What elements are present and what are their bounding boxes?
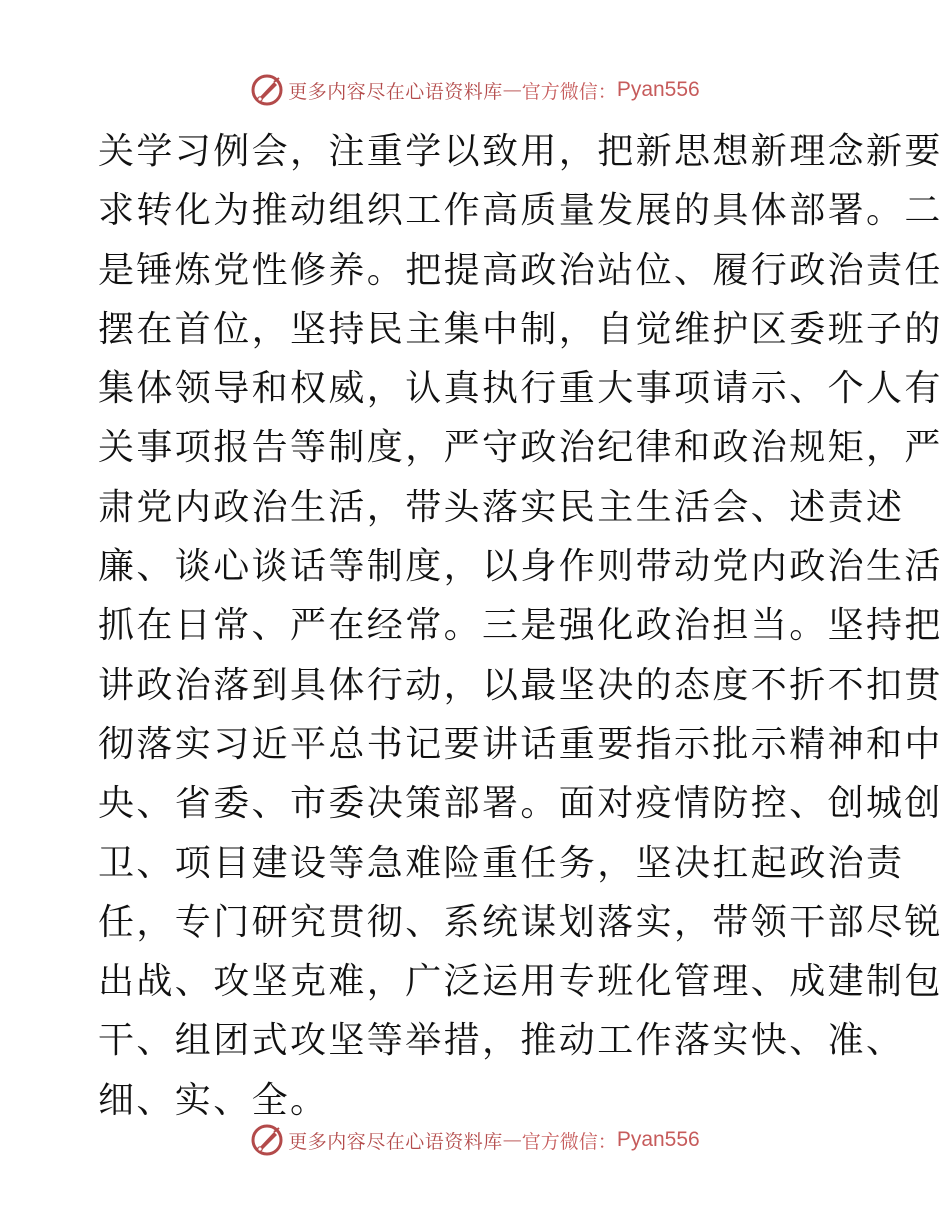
header-site-text: 更多内容尽在心语资料库 (288, 80, 503, 103)
body-line: 央、省委、市委决策部署。面对疫情防控、创城创 (98, 783, 943, 825)
footer-separator: — (502, 1129, 522, 1151)
body-line: 卫、项目建设等急难险重任务，坚决扛起政治责 (98, 842, 905, 884)
body-line: 摆在首位，坚持民主集中制，自觉维护区委班子的 (98, 308, 943, 350)
footer-site-text: 更多内容尽在心语资料库 (288, 1130, 503, 1153)
body-line: 廉、谈心谈话等制度，以身作则带动党内政治生活 (98, 546, 943, 588)
footer-wechat-label: 官方微信： (521, 1130, 617, 1153)
header-separator: — (502, 79, 522, 101)
body-line: 求转化为推动组织工作高质量发展的具体部署。二 (98, 190, 943, 232)
header-wechat-label: 官方微信： (521, 80, 617, 103)
footer-banner (0, 1120, 950, 1160)
footer-wechat-id: Pyan556 (616, 1128, 700, 1151)
body-line: 讲政治落到具体行动，以最坚决的态度不折不扣贯 (98, 664, 943, 706)
body-line: 是锤炼党性修养。把提高政治站位、履行政治责任 (98, 249, 943, 291)
document-body (98, 122, 943, 1130)
header-wechat-id: Pyan556 (616, 78, 700, 101)
body-line: 肃党内政治生活，带头落实民主生活会、述责述 (98, 486, 905, 528)
body-line: 关事项报告等制度，严守政治纪律和政治规矩，严 (98, 427, 943, 469)
body-line: 细、实、全。 (98, 1079, 329, 1121)
quill-pen-logo-icon (250, 73, 284, 107)
header-banner (0, 70, 950, 110)
body-line: 出战、攻坚克难，广泛运用专班化管理、成建制包 (98, 961, 943, 1003)
body-line: 彻落实习近平总书记要讲话重要指示批示精神和中 (98, 723, 943, 765)
body-line: 干、组团式攻坚等举措，推动工作落实快、准、 (98, 1020, 905, 1062)
body-line: 集体领导和权威，认真执行重大事项请示、个人有 (98, 368, 943, 410)
quill-pen-logo-icon (250, 1123, 284, 1157)
body-line: 关学习例会，注重学以致用，把新思想新理念新要 (98, 131, 943, 172)
body-line: 任，专门研究贯彻、系统谋划落实，带领干部尽锐 (98, 901, 943, 943)
body-line: 抓在日常、严在经常。三是强化政治担当。坚持把 (98, 605, 943, 647)
